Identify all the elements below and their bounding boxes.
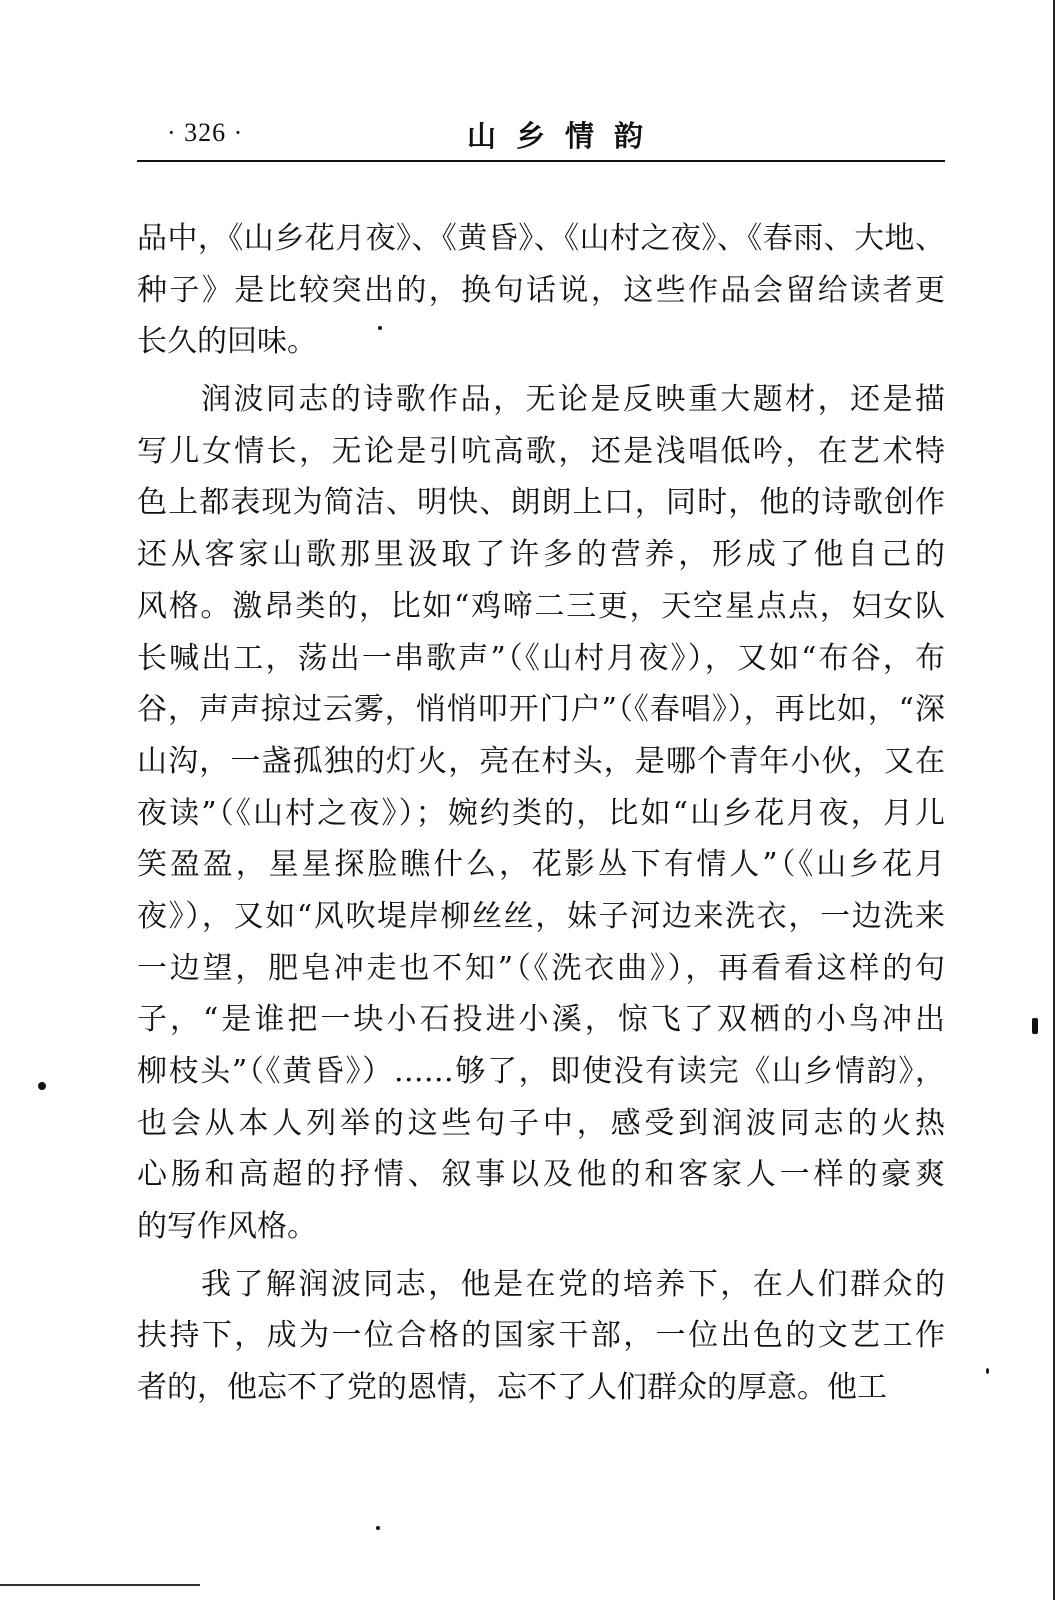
text-line: 山沟，一盏孤独的灯火，亮在村头，是哪个青年小伙，又在 xyxy=(137,743,945,779)
text-line: 还从客家山歌那里汲取了许多的营养，形成了他自己的 xyxy=(137,537,945,573)
text-line: 风格。激昂类的，比如“鸡啼二三更，天空星点点，妇女队 xyxy=(137,588,945,624)
text-line: 我了解润波同志，他是在党的培养下，在人们群众的 xyxy=(201,1266,945,1302)
body-text xyxy=(137,213,945,1414)
text-line: 笑盈盈，星星探脸瞧什么，花影丛下有情人”（《山乡花月 xyxy=(137,847,945,883)
text-line: 写儿女情长，无论是引吭高歌，还是浅唱低吟，在艺术特 xyxy=(137,433,945,469)
text-line: 心肠和高超的抒情、叙事以及他的和客家人一样的豪爽 xyxy=(137,1157,945,1193)
running-header xyxy=(137,112,943,158)
text-line: 夜》），又如“风吹堤岸柳丝丝，妹子河边来洗衣，一边洗来 xyxy=(137,898,945,934)
text-line: 色上都表现为简洁、明快、朗朗上口，同时，他的诗歌创作 xyxy=(137,485,945,521)
page-number: · 326 · xyxy=(167,118,244,147)
text-line: 子，“是谁把一块小石投进小溪，惊飞了双栖的小鸟冲出 xyxy=(137,1002,945,1038)
text-line: 者的，他忘不了党的恩情，忘不了人们群众的厚意。他工 xyxy=(137,1370,887,1406)
scan-speck xyxy=(986,1368,989,1374)
text-line: 种子》是比较突出的，换句话说，这些作品会留给读者更 xyxy=(137,272,945,308)
scan-speck xyxy=(1032,1018,1038,1034)
text-line: 夜读”（《山村之夜》）；婉约类的，比如“山乡花月夜，月儿 xyxy=(137,795,945,831)
header-rule xyxy=(137,160,945,162)
page-edge-shadow xyxy=(1053,0,1055,1600)
text-line: 润波同志的诗歌作品，无论是反映重大题材，还是描 xyxy=(201,382,945,418)
paragraph xyxy=(137,374,945,1253)
text-line: 柳枝头”（《黄昏》）……够了，即使没有读完《山乡情韵》， xyxy=(137,1054,945,1089)
paragraph xyxy=(137,213,945,368)
text-line: 长喊出工，荡出一串歌声”（《山村月夜》），又如“布谷，布 xyxy=(137,640,945,676)
text-line: 也会从本人列举的这些句子中，感受到润波同志的火热 xyxy=(137,1105,945,1141)
text-line: 一边望，肥皂冲走也不知”（《洗衣曲》），再看看这样的句 xyxy=(137,950,945,986)
running-title: 山乡情韵 xyxy=(467,119,664,153)
text-line: 谷，声声掠过云雾，悄悄叩开门户”（《春唱》），再比如，“深 xyxy=(137,692,945,728)
scan-speck xyxy=(378,326,382,330)
page-bottom-mark xyxy=(0,1584,200,1586)
text-line: 品中，《山乡花月夜》、《黄昏》、《山村之夜》、《春雨、大地、 xyxy=(137,221,945,256)
text-line: 长久的回味。 xyxy=(137,324,317,360)
text-line: 扶持下，成为一位合格的国家干部，一位出色的文艺工作 xyxy=(137,1318,945,1354)
text-line: 的写作风格。 xyxy=(137,1209,317,1245)
paragraph xyxy=(137,1259,945,1414)
scan-speck xyxy=(376,1526,380,1530)
scan-speck xyxy=(38,1082,46,1090)
